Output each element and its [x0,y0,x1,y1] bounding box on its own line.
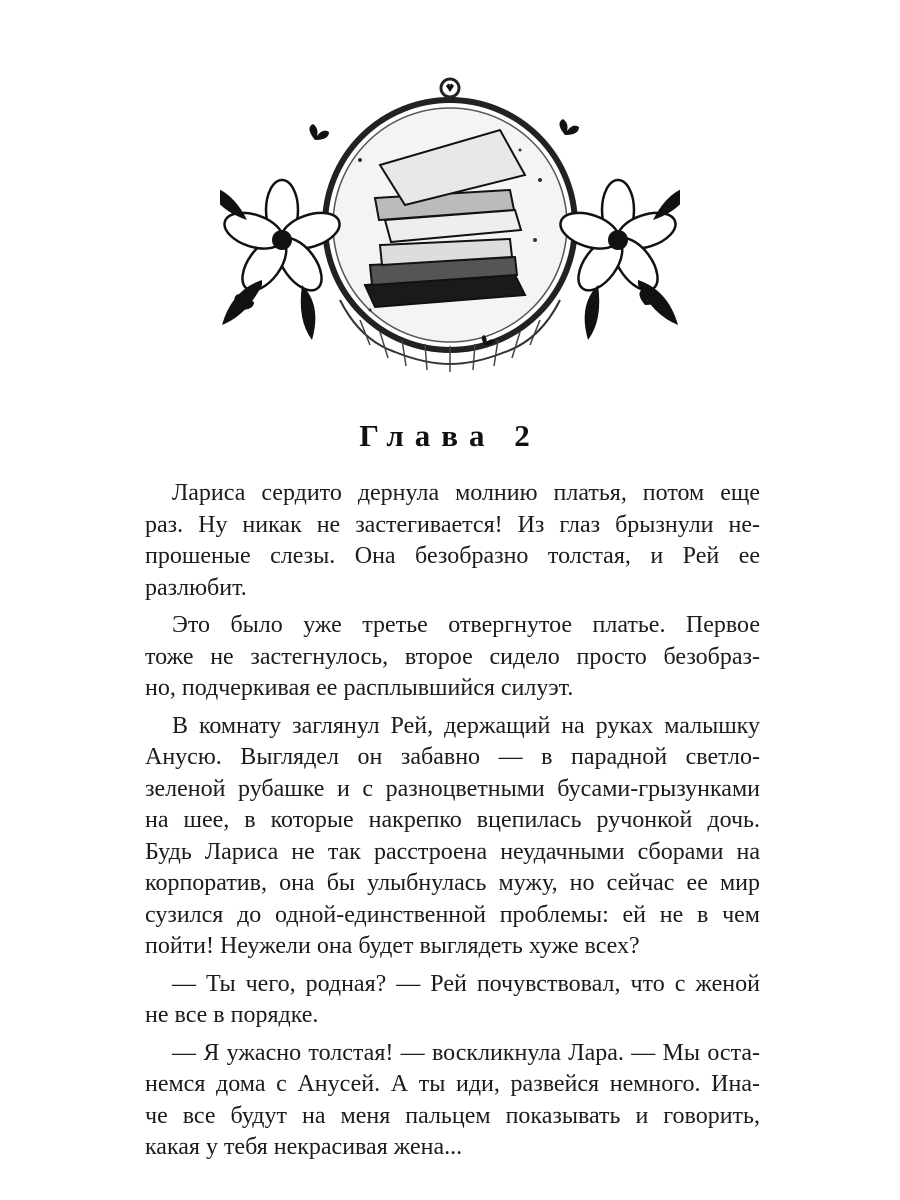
text-line: тоже не застегнулось, второе сидело просто безобраз- [145,643,760,670]
text-line: че все будут на меня пальцем показывать и говорить, [145,1102,760,1129]
text-line: на шее, в которые накрепко вцепилась ручонкой дочь. [145,807,760,833]
text-line: не все в порядке. [145,1002,319,1028]
chapter-vignette-illustration [220,70,680,390]
text-line: какая у тебя некрасивая жена... [145,1134,463,1160]
text-line: Это было уже третье отвергнутое платье. Первое [172,612,760,638]
text-line: Лариса сердито дернула молнию платья, потом еще [172,480,760,506]
paragraph [145,969,760,1032]
text-line: но, подчеркивая ее расплывшийся силуэт. [145,675,574,701]
text-line: пойти! Неужели она будет выглядеть хуже всех? [145,933,640,959]
paragraph [145,478,760,604]
text-line: немся дома с Анусей. А ты иди, развейся немного. Ина- [145,1071,760,1097]
paragraph [145,610,760,705]
text-line: сузился до одной-единственной проблемы: ей не в чем [145,901,760,928]
text-line: прошеные слезы. Она безобразно толстая, и Рей ее [145,543,760,569]
text-line: корпоратив, она бы улыбнулась мужу, но сейчас ее мир [145,870,760,896]
text-line: раз. Ну никак не застегивается! Из глаз брызнули не- [145,511,760,538]
chapter-body-text [145,478,760,1170]
text-line: В комнату заглянул Рей, держащий на руках малышку [172,712,760,739]
paragraph [145,1038,760,1164]
text-line: разлюбит. [145,574,247,601]
text-line: зеленой рубашке и с разноцветными бусами-грызунками [145,775,760,802]
text-line: — Ты чего, родная? — Рей почувствовал, что с женой [172,970,760,997]
text-line: Будь Лариса не так расстроена неудачными сборами на [145,838,760,865]
text-line: Анусю. Выглядел он забавно — в парадной светло- [145,744,760,770]
chapter-title: Глава 2 [359,418,541,453]
paragraph [145,711,760,963]
text-line: — Я ужасно толстая! — воскликнула Лара. — Мы оста- [172,1039,760,1066]
